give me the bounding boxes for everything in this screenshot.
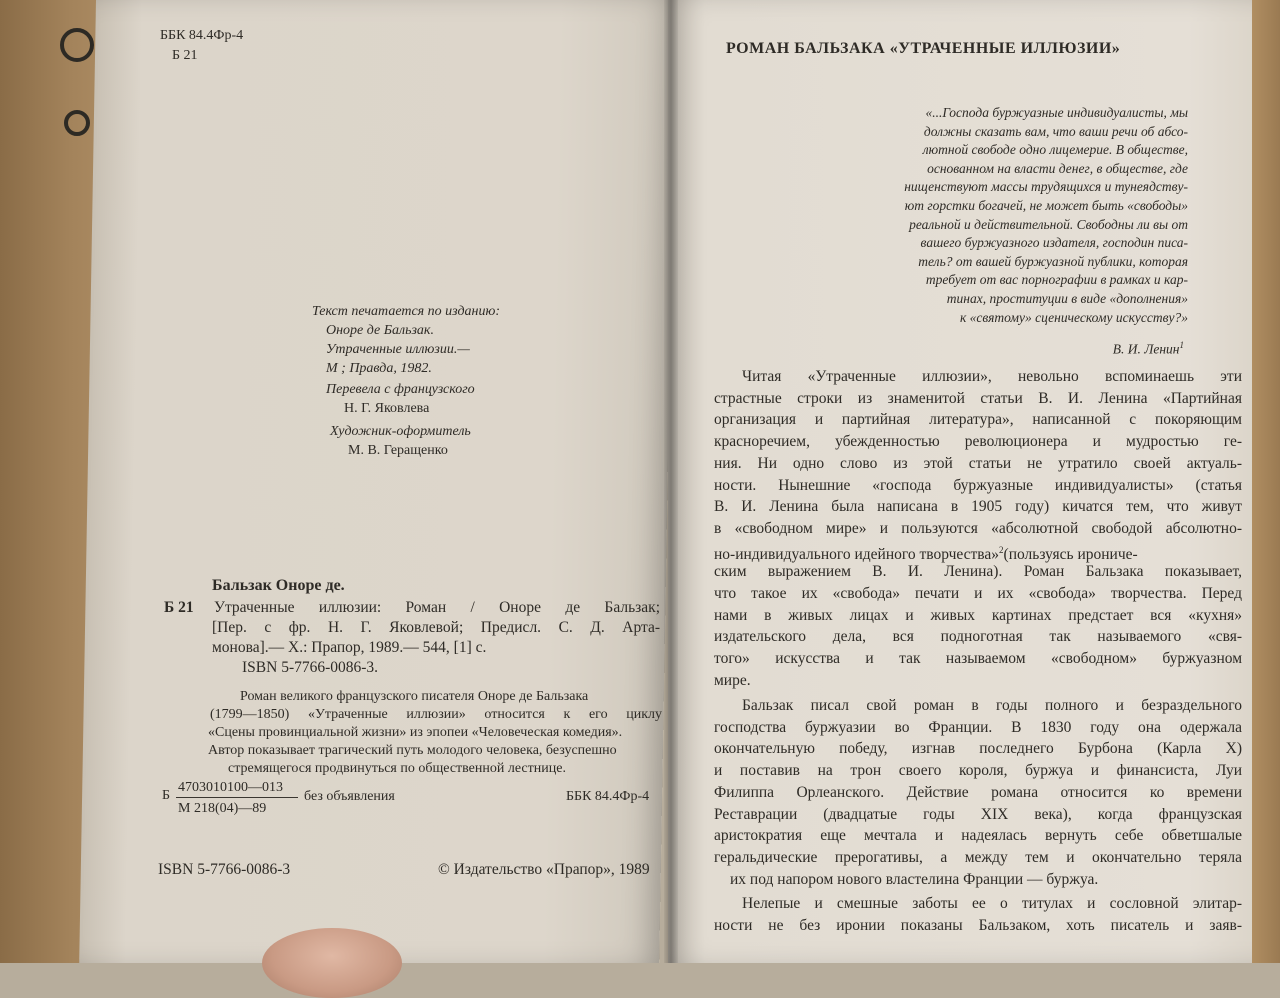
text-line: геральдические прерогативы, а между тем и окончательно теряла — [714, 848, 1242, 866]
annotation-line: (1799—1850) «Утраченные иллюзии» относится к его циклу — [210, 707, 662, 722]
annotation-line: стремящегося продвинуться по общественной лестнице. — [228, 761, 566, 776]
catalog-isbn: ISBN 5-7766-0086-3. — [242, 659, 379, 676]
code-letter: Б — [162, 788, 171, 803]
cover-ornament-icon — [64, 110, 90, 136]
epigraph-line: нищенствуют массы трудящихся и тунеядству- — [904, 179, 1188, 195]
left-page — [79, 0, 676, 963]
text-line: Нелепые и смешные заботы ее о титулах и сословной элитар- — [742, 895, 1242, 912]
edition-line: Утраченные иллюзии.— — [326, 342, 470, 357]
artist-name: М. В. Геращенко — [348, 443, 448, 458]
epigraph-line: вашего буржуазного издателя, господин писа- — [920, 235, 1188, 251]
chapter-heading: РОМАН БАЛЬЗАКА «УТРАЧЕННЫЕ ИЛЛЮЗИИ» — [726, 40, 1121, 57]
text-line: Читая «Утраченные иллюзии», невольно вспоминаешь эти — [742, 368, 1242, 385]
text-line: страстные строки из знаменитой статьи В. И. Ленина «Партийная — [714, 389, 1242, 407]
copyright-notice: © Издательство «Прапор», 1989 — [438, 861, 650, 878]
cover-ornament-icon — [60, 28, 94, 62]
edition-line: Текст печатается по изданию: — [312, 304, 501, 319]
text-line: организация и партийная литература», написанной с покоряющим — [714, 411, 1242, 429]
epigraph-line: тинах, проституции в виде «дополнения» — [946, 291, 1188, 306]
translator-name: Н. Г. Яковлева — [344, 401, 430, 416]
epigraph-line: ют горстки богачей, не может быть «свободы» — [904, 198, 1188, 213]
text-line: Бальзак писал свой роман в годы полного и безраздельного — [742, 697, 1242, 714]
epigraph-line: к «святому» сценическому искусству?» — [959, 309, 1188, 325]
text-line: Филиппа Орлеанского. Действие романа относится ко времени — [714, 783, 1242, 801]
page-edges — [1252, 0, 1280, 963]
epigraph-author-name: В. И. Ленин — [1112, 341, 1180, 357]
annotation-line: Автор показывает трагический путь молодого человека, безуспешно — [208, 743, 617, 758]
text-line: ности не без иронии показаны Бальзаком, хоть писатель и заяв- — [714, 916, 1242, 934]
text-line: Реставрации (двадцатые годы XIX века), когда французская — [714, 805, 1242, 823]
text-line: окончательную победу, изгнав последнего Бурбона (Карла X) — [714, 740, 1242, 758]
reader-thumb — [262, 928, 402, 998]
book-gutter — [664, 0, 678, 963]
text-line: в «свободном мире» и пользуются «абсолютной свободой абсолютно- — [714, 519, 1242, 537]
code-numerator: 4703010100—013 — [178, 780, 283, 795]
code-bbk: ББК 84.4Фр-4 — [566, 789, 650, 804]
text-fragment: (пользуясь ирониче- — [1003, 545, 1138, 563]
code-note: без объявления — [304, 789, 395, 804]
library-index-top: Б 21 — [172, 48, 198, 63]
translator-label: Перевела с французского — [326, 382, 475, 397]
text-line: красноречием, убежденностью революционера и мудростью ге- — [714, 433, 1242, 451]
text-line: издательского дела, вся подноготная так называемого «свя- — [714, 628, 1242, 646]
text-line: и поставив на трон своего короля, буржуа и финансиста, Луи — [714, 762, 1242, 780]
catalog-line: Утраченные иллюзии: Роман / Оноре де Бальзак; — [214, 599, 660, 616]
annotation-line: Роман великого французского писателя Оноре де Бальзака — [240, 689, 589, 704]
text-line: их под напором нового властелина Франции — буржуа. — [730, 870, 1099, 888]
text-line: В. И. Ленина была написана в 1905 году) кичатся тем, что живут — [714, 498, 1242, 516]
artist-label: Художник-оформитель — [330, 424, 471, 439]
text-line: нами в живых лицах и живых картинах предстает вся «кухня» — [714, 606, 1242, 624]
text-line: ния. Ни одно слово из этой статьи не утратило своей актуаль- — [714, 454, 1242, 472]
code-divider — [176, 797, 298, 798]
catalog-index: Б 21 — [164, 599, 194, 616]
code-denominator: М 218(04)—89 — [178, 801, 267, 816]
epigraph-author — [1113, 336, 1184, 359]
footnote-mark: 2 — [999, 544, 1004, 555]
epigraph-line: «...Господа буржуазные индивидуалисты, мы — [925, 105, 1188, 120]
annotation-line: «Сцены провинциальной жизни» из эпопеи «Человеческая комедия». — [208, 725, 623, 740]
edition-line: Оноре де Бальзак. — [326, 323, 434, 338]
epigraph-line: тель? от вашей буржуазной публики, которая — [918, 253, 1188, 269]
catalog-line: [Пер. с фр. Н. Г. Яковлевой; Предисл. С. Д. Арта- — [212, 619, 660, 636]
text-line: аристократия еще мечтала и надеялась вернуть себе обветшалые — [714, 827, 1242, 845]
catalog-line: монова].— Х.: Прапор, 1989.— 544, [1] с. — [212, 639, 487, 656]
epigraph-line: должны сказать вам, что ваши речи об абсо- — [923, 123, 1188, 139]
epigraph-line: лютной свободе одно лицемерие. В обществе, — [922, 142, 1188, 158]
epigraph-line: основанном на власти денег, в обществе, где — [927, 160, 1188, 176]
bbk-code-top: ББК 84.4Фр-4 — [160, 28, 244, 43]
footnote-mark: 1 — [1179, 340, 1184, 350]
text-line: ским выражением В. И. Ленина). Роман Бальзака показывает, — [714, 563, 1242, 581]
epigraph-line: требует от вас порнографии в рамках и кар- — [925, 272, 1188, 288]
edition-line: М ; Правда, 1982. — [326, 361, 432, 376]
catalog-author: Бальзак Оноре де. — [212, 577, 345, 594]
text-line: ности. Нынешние «господа буржуазные индивидуалисты» (статья — [714, 476, 1242, 494]
text-line: что такое их «свобода» печати и их «свобода» творчества. Перед — [714, 585, 1242, 602]
text-line: мире. — [714, 671, 751, 689]
text-line: того» искусства и так называемом «свободном» буржуазном — [714, 650, 1242, 668]
text-line: господства буржуазии во Франции. В 1830 году она одержала — [714, 718, 1242, 736]
footer-isbn: ISBN 5-7766-0086-3 — [158, 861, 291, 878]
text-fragment: но-индивидуального идейного творчества» — [714, 545, 1000, 563]
epigraph-line: реальной и действительной. Свободны ли вы от — [909, 216, 1188, 232]
